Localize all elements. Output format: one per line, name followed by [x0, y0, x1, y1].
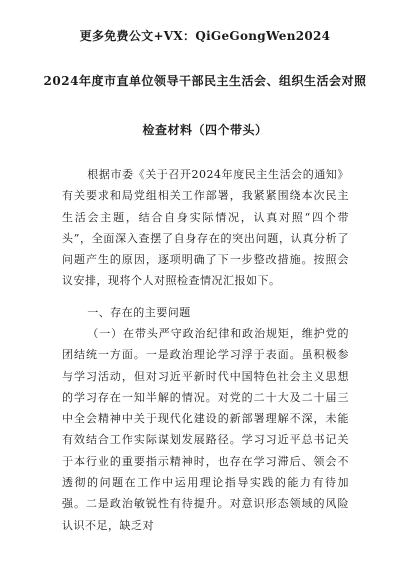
problems-paragraph-1: （一）在带头严守政治纪律和政治规矩，维护党的团结统一方面。一是政治理论学习浮于表面。虽积极参与学习活动，但对习近平新时代中国特色社会主义思想的学习存在一知半解的情况。对党的二十大及二十届三中全会精神中关于现代化建设的新部署理解不深，未能有效结合工作实际谋划发展路径。学习习近平总书记关于本行业的重要指示精神时，也存在学习滞后、领会不透彻的问题在工作中运用理论指导实践的能力有待加强。二是政治敏锐性有待提升。对意识形态领域的风险认识不足，缺乏对 [62, 327, 349, 532]
document-title-line-2: 检查材料（四个带头） [142, 123, 268, 137]
section-heading-problems: 一、存在的主要问题 [87, 306, 191, 319]
document-title-line-1: 2024年度市直单位领导干部民主生活会、组织生活会对照 [43, 74, 367, 88]
promo-header: 更多免费公文+VX：QiGeGongWen2024 [79, 29, 331, 43]
intro-paragraph: 根据市委《关于召开2024年度民主生活会的通知》有关要求和局党组相关工作部署，我紧紧围绕本次民主生活会主题，结合自身实际情况，认真对照“四个带头”，全面深入查摆了自身存在的突出问题，认真分析了问题产生的原因，逐项明确了下一步整改措施。按照会议安排，现将个人对照检查情况汇报如下。 [62, 168, 349, 288]
